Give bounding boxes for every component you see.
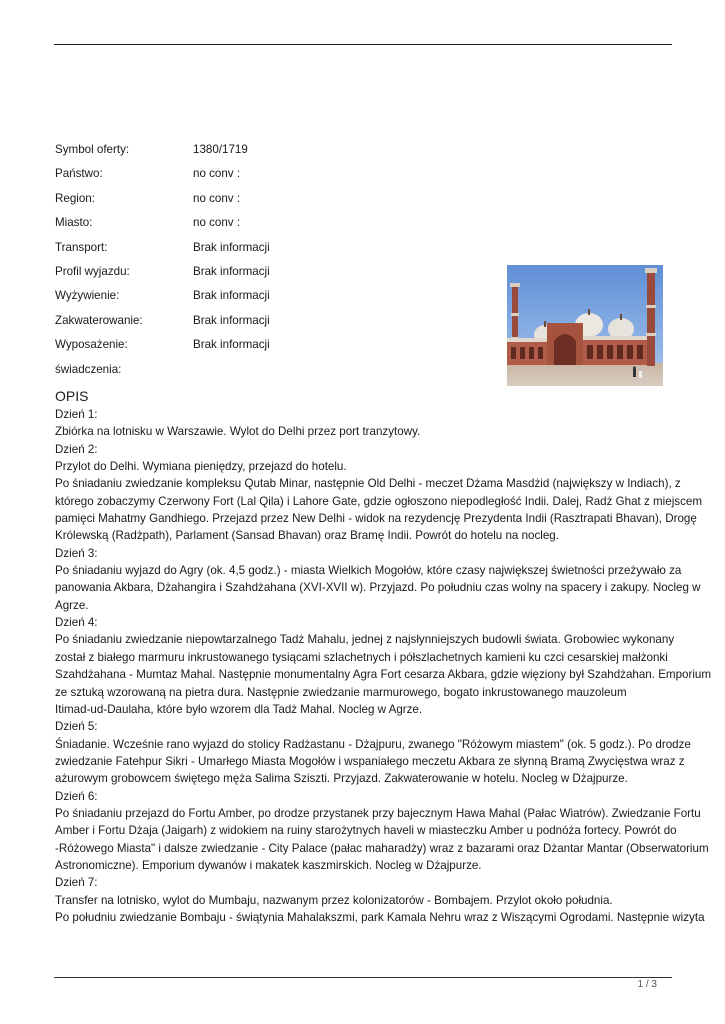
paragraph-line: Po śniadaniu przejazd do Fortu Amber, po drodze przystanek przy bajecznym Hawa Mahal (Pałac Wiatrów). Zwiedzanie Fortu — [55, 806, 701, 820]
day-label: Dzień 2: — [55, 442, 98, 456]
paragraph-line: -Różowego Miasta" i dalsze zwiedzanie - City Palace (pałac maharadży) wraz z bazarami oraz Dżantar Mantar (Obserwatorium — [55, 841, 709, 855]
info-row — [55, 289, 475, 313]
header-rule — [54, 44, 672, 45]
info-value: Brak informacji — [193, 289, 270, 303]
paragraph-line: Śniadanie. Wcześnie rano wyjazd do stolicy Radżastanu - Dżajpuru, zwanego "Różowym miastem" (ok. 5 godz.). Po drodze — [55, 737, 691, 751]
day-label: Dzień 3: — [55, 546, 98, 560]
day-label: Dzień 7: — [55, 876, 98, 890]
paragraph-line: Po południu zwiedzanie Bombaju - świątynia Mahalakszmi, park Kamala Nehru wraz z Wiszącymi Ogrodami. Następnie wizyta — [55, 910, 705, 924]
info-row — [55, 265, 475, 289]
paragraph-line: ze sztuką wzorowaną na pietra dura. Następnie zwiedzanie marmurowego, bogato inkrustowanego mauzoleum — [55, 685, 627, 699]
paragraph-line: pamięci Mahatmy Gandhiego. Przejazd przez New Delhi - widok na rezydencję Prezydenta Indii (Rasztrapati Bhavan), Drogę — [55, 512, 697, 526]
paragraph-line: Amber i Fortu Dżaja (Jaigarh) z widokiem na ruiny starożytnych haveli w miasteczku Amber u podnóża fortecy. Powrót do — [55, 824, 677, 838]
info-label: Region: — [55, 191, 95, 205]
info-value: Brak informacji — [193, 313, 270, 327]
info-row — [55, 192, 475, 216]
paragraph-line: Agrze. — [55, 598, 89, 612]
section-heading: OPIS — [55, 388, 89, 404]
info-label: Wyposażenie: — [55, 338, 128, 352]
info-label: Zakwaterowanie: — [55, 313, 143, 327]
info-value: Brak informacji — [193, 240, 270, 254]
paragraph-line: Astronomiczne). Emporium dywanów i makatek kaszmirskich. Nocleg w Dżajpurze. — [55, 858, 482, 872]
info-label: Państwo: — [55, 167, 103, 181]
info-label: Profil wyjazdu: — [55, 264, 130, 278]
paragraph-line: Transfer na lotnisko, wylot do Mumbaju, nazwanym przez kolonizatorów - Bombajem. Przylot około południa. — [55, 893, 613, 907]
paragraph-line: Po śniadaniu wyjazd do Agry (ok. 4,5 godz.) - miasta Wielkich Mogołów, które czasy największej świetności przeżywało za — [55, 564, 682, 578]
offer-info-table — [55, 143, 475, 387]
info-row — [55, 314, 475, 338]
info-label: Transport: — [55, 240, 108, 254]
paragraph-line: został z białego marmuru inkrustowanego tysiącami szlachetnych i półszlachetnych kamieni ku czci cesarskiej małżonki — [55, 650, 668, 664]
paragraph-line: panowania Akbara, Dżahangira i Szahdżahana (XVI-XVII w). Przyjazd. Po południu czas wolny na spacery i zakupy. Nocleg w — [55, 581, 701, 595]
paragraph-line: Zbiórka na lotnisku w Warszawie. Wylot do Delhi przez port tranzytowy. — [55, 425, 421, 439]
paragraph-line: zwiedzanie Fatehpur Sikri - Umarłego Miasta Mogołów i wspaniałego meczetu Akbara ze słynną Bramą Zwycięstwa wraz z — [55, 754, 685, 768]
info-label: Wyżywienie: — [55, 289, 120, 303]
paragraph-line: Po śniadaniu zwiedzanie niepowtarzalnego Tadż Mahalu, jednej z najsłynniejszych budowli świata. Grobowiec wykonany — [55, 633, 675, 647]
paragraph-line: którego zobaczymy Czerwony Fort (Lal Qila) i Lahore Gate, gdzie ogłoszono niepodległość Indii. Dalej, Radż Ghat z miejscem — [55, 494, 702, 508]
info-row — [55, 216, 475, 240]
info-value: no conv : — [193, 191, 241, 205]
page-number: 1 / 3 — [637, 979, 657, 990]
day-label: Dzień 1: — [55, 408, 98, 421]
info-label: Symbol oferty: — [55, 143, 130, 156]
paragraph-line: ażurowym grobowcem świętego męża Salima Sziszti. Przyjazd. Zakwaterowanie w hotelu. Nocleg w Dżajpurze. — [55, 772, 628, 786]
info-value: Brak informacji — [193, 338, 270, 352]
info-row — [55, 338, 475, 362]
info-row — [55, 363, 475, 387]
info-label: świadczenia: — [55, 362, 122, 376]
mosque-photo — [507, 265, 663, 386]
info-label: Miasto: — [55, 216, 93, 230]
paragraph-line: Itimad-ud-Daulaha, które było wzorem dla Tadż Mahal. Nocleg w Agrze. — [55, 702, 423, 716]
info-value: Brak informacji — [193, 264, 270, 278]
day-label: Dzień 5: — [55, 720, 98, 734]
info-value: 1380/1719 — [193, 143, 248, 156]
day-label: Dzień 6: — [55, 789, 98, 803]
info-value: no conv : — [193, 167, 241, 181]
footer-rule — [54, 977, 672, 978]
paragraph-line: Po śniadaniu zwiedzanie kompleksu Qutab Minar, następnie Old Delhi - meczet Dżama Masdżid (największy w Indiach), z — [55, 477, 681, 491]
info-row — [55, 241, 475, 265]
itinerary-text — [55, 406, 712, 926]
paragraph-line: Przylot do Delhi. Wymiana pieniędzy, przejazd do hotelu. — [55, 460, 347, 474]
paragraph-line: Królewską (Radżpath), Parlament (Sansad Bhavan) oraz Bramę Indii. Powrót do hotelu na nocleg. — [55, 529, 559, 543]
info-value: no conv : — [193, 216, 241, 230]
info-row — [55, 143, 475, 167]
info-row — [55, 167, 475, 191]
paragraph-line: Szahdżahana - Mumtaz Mahal. Następnie monumentalny Agra Fort cesarza Akbara, gdzie więziony był Szahdżahan. Emporium — [55, 668, 712, 682]
day-label: Dzień 4: — [55, 616, 98, 630]
